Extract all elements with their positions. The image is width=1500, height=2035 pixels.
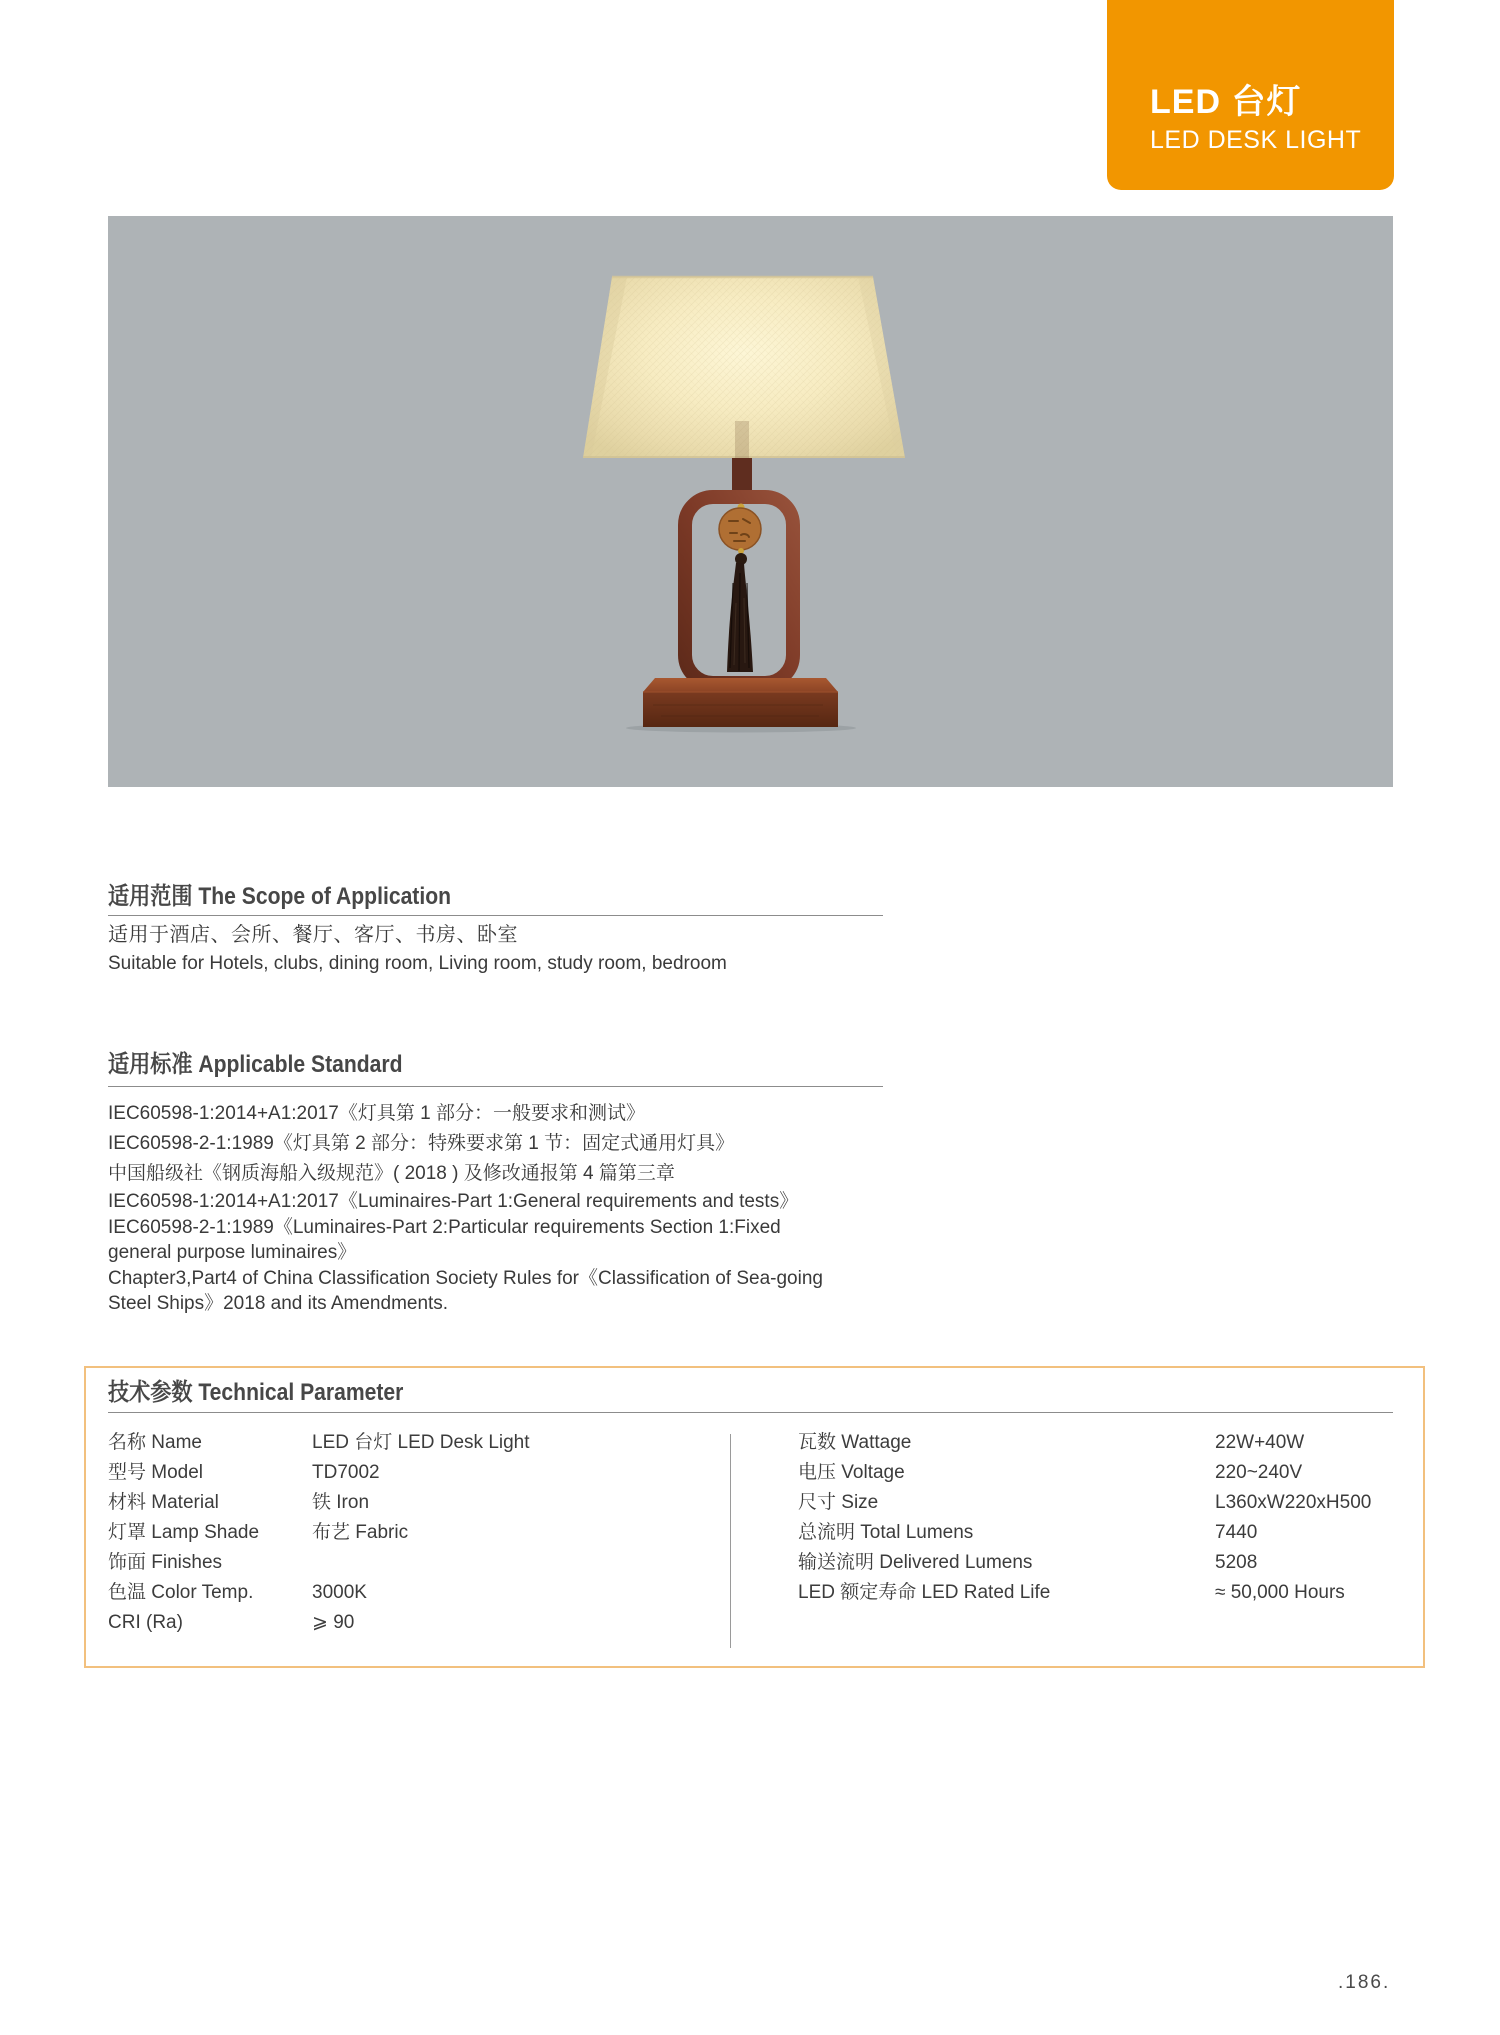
param-label: 总流明 Total Lumens bbox=[798, 1522, 974, 1543]
param-label: 材料 Material bbox=[108, 1492, 219, 1513]
param-row bbox=[108, 1548, 708, 1578]
param-value: 22W+40W bbox=[1215, 1432, 1305, 1453]
category-title-en: LED DESK LIGHT bbox=[1150, 126, 1362, 154]
parameters-right-column bbox=[798, 1428, 1378, 1608]
param-row bbox=[108, 1608, 708, 1638]
desk-lamp-image bbox=[583, 273, 905, 733]
param-value: 布艺 Fabric bbox=[312, 1522, 409, 1543]
param-value: ⩾ 90 bbox=[312, 1612, 355, 1633]
standard-lines bbox=[108, 1099, 908, 1317]
standard-line: Chapter3,Part4 of China Classification Society Rules for《Classification of Sea-going bbox=[108, 1267, 823, 1289]
technical-parameter-panel bbox=[84, 1366, 1425, 1668]
param-row bbox=[108, 1518, 708, 1548]
standard-line: 中国船级社《钢质海船入级规范》( 2018 ) 及修改通报第 4 篇第三章 bbox=[108, 1163, 675, 1184]
param-value: 铁 Iron bbox=[312, 1492, 370, 1513]
product-photo-area bbox=[108, 216, 1393, 787]
standard-line: IEC60598-2-1:1989《Luminaires-Part 2:Particular requirements Section 1:Fixed bbox=[108, 1216, 781, 1238]
scope-heading bbox=[108, 884, 908, 910]
param-label: 灯罩 Lamp Shade bbox=[108, 1522, 260, 1543]
param-label: CRI (Ra) bbox=[108, 1612, 183, 1633]
scope-line-cn: 适用于酒店、会所、餐厅、客厅、书房、卧室 bbox=[108, 924, 518, 946]
standard-line: general purpose luminaires》 bbox=[108, 1242, 357, 1263]
category-title-zh: LED 台灯 bbox=[1150, 83, 1302, 121]
param-row bbox=[798, 1518, 1378, 1548]
param-row bbox=[798, 1458, 1378, 1488]
parameters-heading-rule bbox=[108, 1412, 1393, 1413]
parameters-column-divider bbox=[730, 1434, 731, 1648]
parameters-left-column bbox=[108, 1428, 708, 1638]
standard-heading-rule bbox=[108, 1086, 883, 1087]
scope-heading-text: 适用范围 The Scope of Application bbox=[108, 883, 452, 910]
standard-line: IEC60598-1:2014+A1:2017《Luminaires-Part 1:General requirements and tests》 bbox=[108, 1191, 799, 1212]
param-value: 5208 bbox=[1215, 1552, 1258, 1573]
category-badge bbox=[1107, 0, 1394, 190]
standard-heading bbox=[108, 1052, 908, 1078]
param-row bbox=[798, 1428, 1378, 1458]
param-label: LED 额定寿命 LED Rated Life bbox=[798, 1582, 1051, 1603]
param-label: 电压 Voltage bbox=[798, 1462, 905, 1483]
param-label: 色温 Color Temp. bbox=[108, 1582, 254, 1603]
param-value: 3000K bbox=[312, 1582, 367, 1603]
param-value: 220~240V bbox=[1215, 1462, 1303, 1483]
param-value: TD7002 bbox=[312, 1462, 380, 1483]
scope-section bbox=[108, 884, 908, 979]
param-row bbox=[108, 1428, 708, 1458]
param-row bbox=[798, 1578, 1378, 1608]
param-label: 输送流明 Delivered Lumens bbox=[798, 1552, 1033, 1573]
scope-heading-rule bbox=[108, 915, 883, 916]
standard-line: IEC60598-2-1:1989《灯具第 2 部分：特殊要求第 1 节：固定式通用灯具》 bbox=[108, 1133, 735, 1154]
param-label: 饰面 Finishes bbox=[108, 1552, 223, 1573]
param-value: L360xW220xH500 bbox=[1215, 1492, 1372, 1513]
scope-line-en: Suitable for Hotels, clubs, dining room, Living room, study room, bedroom bbox=[108, 953, 727, 974]
param-label: 名称 Name bbox=[108, 1432, 202, 1453]
param-value: LED 台灯 LED Desk Light bbox=[312, 1432, 530, 1453]
page-number: .186. bbox=[1338, 1972, 1391, 1993]
standard-heading-text: 适用标准 Applicable Standard bbox=[108, 1051, 403, 1078]
standard-line: IEC60598-1:2014+A1:2017《灯具第 1 部分：一般要求和测试》 bbox=[108, 1103, 645, 1124]
standard-line: Steel Ships》2018 and its Amendments. bbox=[108, 1293, 449, 1314]
param-row bbox=[108, 1578, 708, 1608]
param-label: 瓦数 Wattage bbox=[798, 1432, 912, 1453]
parameters-heading-text: 技术参数 Technical Parameter bbox=[108, 1379, 404, 1406]
param-label: 型号 Model bbox=[108, 1462, 204, 1483]
param-row bbox=[798, 1488, 1378, 1518]
param-row bbox=[798, 1548, 1378, 1578]
param-label: 尺寸 Size bbox=[798, 1492, 879, 1513]
parameters-heading bbox=[108, 1380, 444, 1406]
param-row bbox=[108, 1488, 708, 1518]
standard-section bbox=[108, 1052, 908, 1317]
param-value: 7440 bbox=[1215, 1522, 1258, 1543]
param-row bbox=[108, 1458, 708, 1488]
param-value: ≈ 50,000 Hours bbox=[1215, 1582, 1345, 1603]
